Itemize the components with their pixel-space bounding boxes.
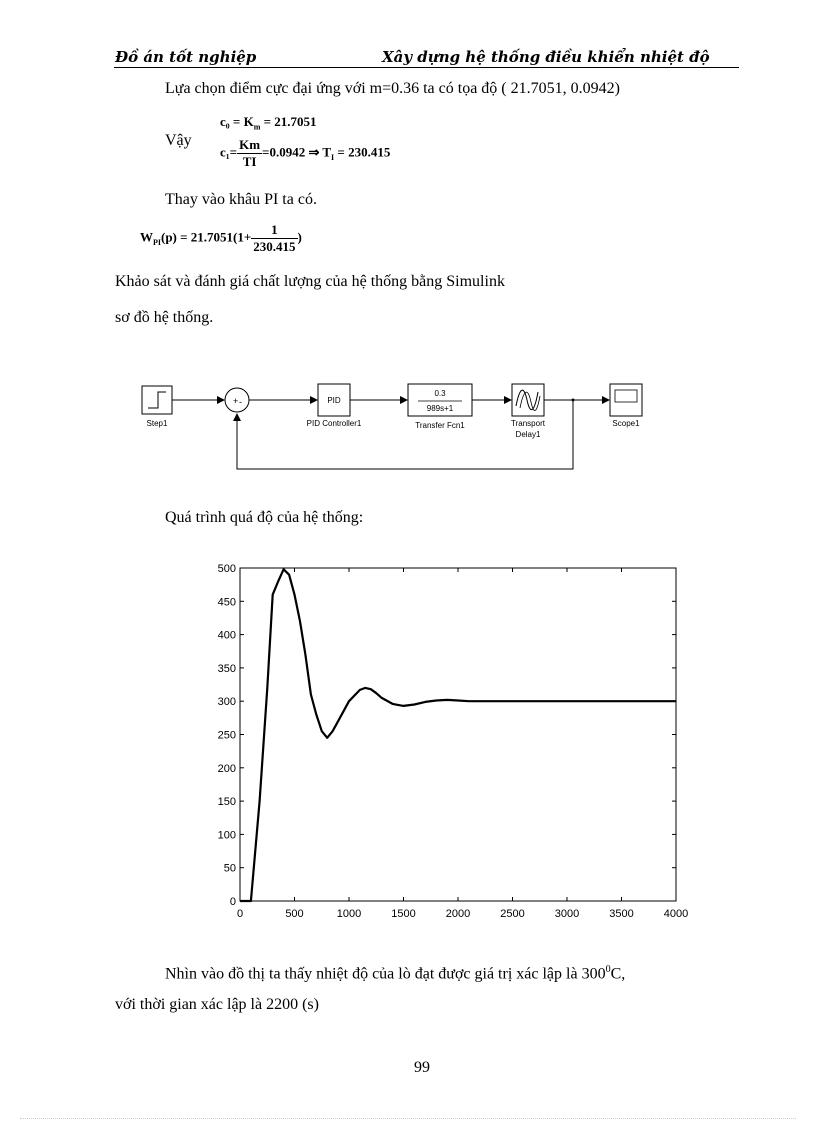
eq2-num: Km <box>239 137 261 152</box>
vay-label: Vậy <box>165 132 192 149</box>
y-tick-label: 400 <box>217 629 236 642</box>
eq1-lhs: c₀ = K <box>220 114 254 129</box>
x-tick-label: 3500 <box>609 908 634 920</box>
x-tick-label: 2000 <box>445 908 471 920</box>
response-chart <box>200 558 700 928</box>
tf-numerator: 0.3 <box>434 389 446 398</box>
delay-label-2: Delay1 <box>515 430 541 439</box>
pid-text: PID <box>327 396 341 405</box>
x-tick-label: 4000 <box>663 908 689 920</box>
eq3-rhs: ) <box>297 229 302 245</box>
eq2-rhs: = 230.415 <box>334 144 391 160</box>
eq3-lhs: W <box>140 229 153 245</box>
header-left: Đồ án tốt nghiệp <box>115 48 257 66</box>
chart-ticks <box>240 568 676 901</box>
sum-minus: - <box>239 397 242 407</box>
paragraph-6-text: Nhìn vào đồ thị ta thấy nhiệt độ của lò đạt được giá trị xác lập là 300 <box>165 965 606 983</box>
paragraph-5: Quá trình quá độ của hệ thống: <box>165 509 364 526</box>
eq2-lhs: c₁= <box>220 144 238 160</box>
paragraph-4: sơ đồ hệ thống. <box>115 309 214 326</box>
transport-delay-block <box>512 384 544 416</box>
paragraph-6 <box>165 964 625 983</box>
paragraph-1: Lựa chọn điểm cực đại ứng với m=0.36 ta có tọa độ ( 21.7051, 0.0942) <box>165 80 620 97</box>
eq2-fraction <box>237 137 262 170</box>
equation-c0 <box>220 114 317 132</box>
x-tick-label: 1500 <box>391 908 416 920</box>
x-tick-label: 3000 <box>554 908 580 920</box>
eq3-den: 230.415 <box>253 239 296 254</box>
y-tick-label: 150 <box>217 796 236 809</box>
y-tick-label: 500 <box>217 563 236 575</box>
step-label: Step1 <box>146 419 168 428</box>
scope-label: Scope1 <box>612 419 640 428</box>
x-tick-label: 0 <box>236 908 244 920</box>
y-tick-label: 250 <box>217 729 236 742</box>
x-tick-label: 1000 <box>336 908 362 920</box>
paragraph-3: Khảo sát và đánh giá chất lượng của hệ thống bằng Simulink <box>115 273 505 290</box>
eq2-mid: =0.0942 ⇒ T <box>262 144 332 160</box>
degree-superscript: 0 <box>605 964 611 975</box>
eq2-sub: I <box>331 153 335 163</box>
y-tick-label: 300 <box>217 696 236 709</box>
x-tick-label: 500 <box>285 908 304 920</box>
eq2-den: TI <box>242 154 257 169</box>
tf-label: Transfer Fcn1 <box>415 421 465 430</box>
paragraph-7: với thời gian xác lập là 2200 (s) <box>115 996 319 1013</box>
sum-plus: + <box>233 396 239 406</box>
paragraph-6-unit: C, <box>610 965 626 983</box>
equation-wpi <box>140 222 302 255</box>
x-tick-labels <box>237 908 688 920</box>
y-tick-labels <box>218 563 236 908</box>
equation-c1 <box>220 137 390 170</box>
response-curve <box>240 569 676 901</box>
page-number: 99 <box>414 1059 430 1076</box>
y-tick-label: 100 <box>217 829 236 842</box>
plot-frame <box>240 568 676 901</box>
y-tick-label: 50 <box>223 862 236 875</box>
delay-label-1: Transport <box>511 419 545 428</box>
eq3-num: 1 <box>251 222 297 239</box>
paragraph-2: Thay vào khâu PI ta có. <box>165 191 317 208</box>
y-tick-label: 350 <box>217 662 236 675</box>
y-tick-label: 200 <box>217 762 236 775</box>
x-tick-label: 2500 <box>500 908 525 920</box>
scope-block <box>610 384 642 416</box>
pid-label: PID Controller1 <box>306 419 362 428</box>
eq3-fraction <box>251 222 297 255</box>
header-rule <box>114 67 739 68</box>
eq3-mid: (p) = 21.7051(1+ <box>161 229 252 245</box>
step-block <box>142 386 172 414</box>
y-tick-label: 0 <box>229 896 236 908</box>
eq1-sub: m <box>253 122 261 132</box>
tf-denominator: 989s+1 <box>426 404 454 413</box>
header-right: Xây dựng hệ thống điều khiển nhiệt độ <box>382 48 710 66</box>
eq1-rhs: = 21.7051 <box>260 114 317 129</box>
y-tick-label: 450 <box>217 596 236 609</box>
eq3-sub: PI <box>153 238 161 248</box>
simulink-diagram <box>130 372 680 477</box>
footer-rule <box>20 1118 796 1119</box>
